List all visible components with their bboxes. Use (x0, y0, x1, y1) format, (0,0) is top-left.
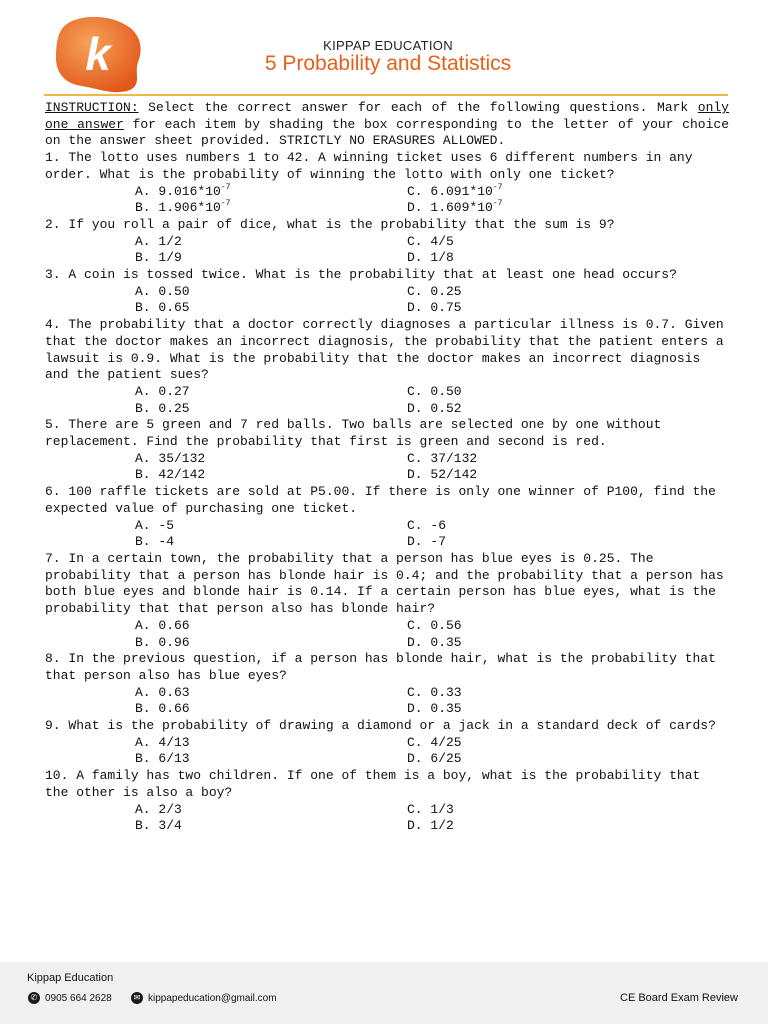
instruction-text-1: Select the correct answer for each of the following questions. Mark (138, 100, 698, 115)
option-b: B. 6/13 (135, 751, 190, 767)
option-b: B. 1/9 (135, 250, 182, 266)
option-b: B. 42/142 (135, 467, 206, 483)
option-d: D. -7 (407, 534, 447, 550)
option-c: C. 4/5 (407, 233, 454, 249)
option-d: D. 6/25 (407, 751, 462, 767)
question-7: 7. In a certain town, the probability that a person has blue eyes is 0.25. The probability that a person has blonde hair is 0.4; and the probability that a person has both blue eyes and blonde hair is 0.14. If a certain person has blue eyes, what is the probability that that person also has blonde hair? (45, 550, 724, 617)
option-b: B. 0.25 (135, 400, 190, 416)
options-2 (45, 234, 729, 267)
option-a: A. 1/2 (135, 233, 182, 249)
option-b: B. 0.65 (135, 300, 190, 316)
header-divider (44, 94, 728, 96)
option-d: D. $1.609*10^{-7}$ (407, 199, 503, 216)
options-8 (45, 685, 729, 718)
options-7 (45, 618, 729, 651)
brand-name: KIPPAP EDUCATION (323, 38, 453, 53)
option-a: A. $9.016*10^{-7}$ (135, 182, 231, 199)
option-c: C. 0.25 (407, 283, 462, 299)
options-3 (45, 284, 729, 317)
option-d: D. 0.75 (407, 300, 462, 316)
footer-email (131, 992, 277, 1004)
option-b: B. 0.66 (135, 701, 190, 717)
option-d: D. 0.35 (407, 634, 462, 650)
phone-number: 0905 664 2628 (45, 992, 112, 1004)
option-b: B. -4 (135, 534, 175, 550)
email-address: kippapeducation@gmail.com (148, 992, 277, 1004)
option-a: A. 0.27 (135, 383, 190, 399)
question-6: 6. 100 raffle tickets are sold at P5.00. If there is only one winner of P100, find the expected value of purchasing one ticket. (45, 484, 716, 516)
options-6 (45, 518, 729, 551)
option-a: A. 0.50 (135, 283, 190, 299)
option-d: D. 1/8 (407, 250, 454, 266)
question-9: 9. What is the probability of drawing a diamond or a jack in a standard deck of cards? (45, 718, 716, 734)
option-a: A. -5 (135, 517, 175, 533)
options-1 (45, 184, 729, 217)
option-c: C. 4/25 (407, 734, 462, 750)
option-c: C. 0.33 (407, 684, 462, 700)
option-c: C. 37/132 (407, 450, 478, 466)
option-d: D. 52/142 (407, 467, 478, 483)
logo-letter: k (85, 28, 111, 80)
option-c: C. 0.56 (407, 617, 462, 633)
footer-brand: Kippap Education (27, 972, 114, 984)
question-sheet (45, 100, 729, 835)
question-5: 5. There are 5 green and 7 red balls. Two balls are selected one by one without replacement. Find the probability that first is green and second is red. (45, 417, 662, 450)
options-4 (45, 384, 729, 417)
option-a: A. 35/132 (135, 450, 206, 466)
question-8: 8. In the previous question, if a person has blonde hair, what is the probability that that person also has blue eyes? (45, 651, 716, 683)
option-d: D. 0.35 (407, 701, 462, 717)
option-b: B. 0.96 (135, 634, 190, 650)
question-10: 10. A family has two children. If one of them is a boy, what is the probability that the other is also a boy? (45, 768, 701, 800)
option-c: C. -6 (407, 517, 447, 533)
page-title: 5 Probability and Statistics (264, 52, 512, 75)
footer-phone (28, 992, 112, 1004)
options-5 (45, 451, 729, 484)
kippap-logo (52, 14, 144, 94)
question-4: 4. The probability that a doctor correctly diagnoses a particular illness is 0.7. Given that the doctor makes an incorrect diagnosis, the probability that the patient enters a lawsuit is 0.9. What is the probability that the doctor makes an incorrect diagnosis and the patient sues? (45, 317, 724, 383)
option-c: C. 0.50 (407, 383, 462, 399)
footer-tagline: CE Board Exam Review (620, 992, 738, 1004)
option-d: D. 0.52 (407, 400, 462, 416)
instruction-text-2: for each item by shading the box corresponding to the letter of your choice on the answer sheet provided. STRICTLY NO ERASURES ALLOWED. (45, 116, 729, 149)
option-a: A. 0.66 (135, 617, 190, 633)
instruction-underlined: only one answer (45, 100, 729, 132)
question-2: 2. If you roll a pair of dice, what is the probability that the sum is 9? (45, 216, 615, 232)
option-d: D. 1/2 (407, 818, 454, 834)
options-10 (45, 802, 729, 835)
email-icon: ✉ (131, 992, 143, 1004)
instruction (45, 100, 729, 150)
instruction-lead: INSTRUCTION: (45, 100, 139, 115)
option-c: C. $6.091*10^{-7}$ (407, 182, 503, 199)
option-b: B. 3/4 (135, 818, 182, 834)
option-b: B. $1.906*10^{-7}$ (135, 199, 231, 216)
phone-icon: ✆ (28, 992, 40, 1004)
option-a: A. 2/3 (135, 801, 182, 817)
page-footer (0, 962, 768, 1024)
question-1: 1. The lotto uses numbers 1 to 42. A winning ticket uses 6 different numbers in any order. What is the probability of winning the lotto with only one ticket? (45, 150, 693, 182)
option-c: C. 1/3 (407, 801, 454, 817)
question-3: 3. A coin is tossed twice. What is the probability that at least one head occurs? (45, 267, 677, 283)
options-9 (45, 735, 729, 768)
option-a: A. 4/13 (135, 734, 190, 750)
option-a: A. 0.63 (135, 684, 190, 700)
